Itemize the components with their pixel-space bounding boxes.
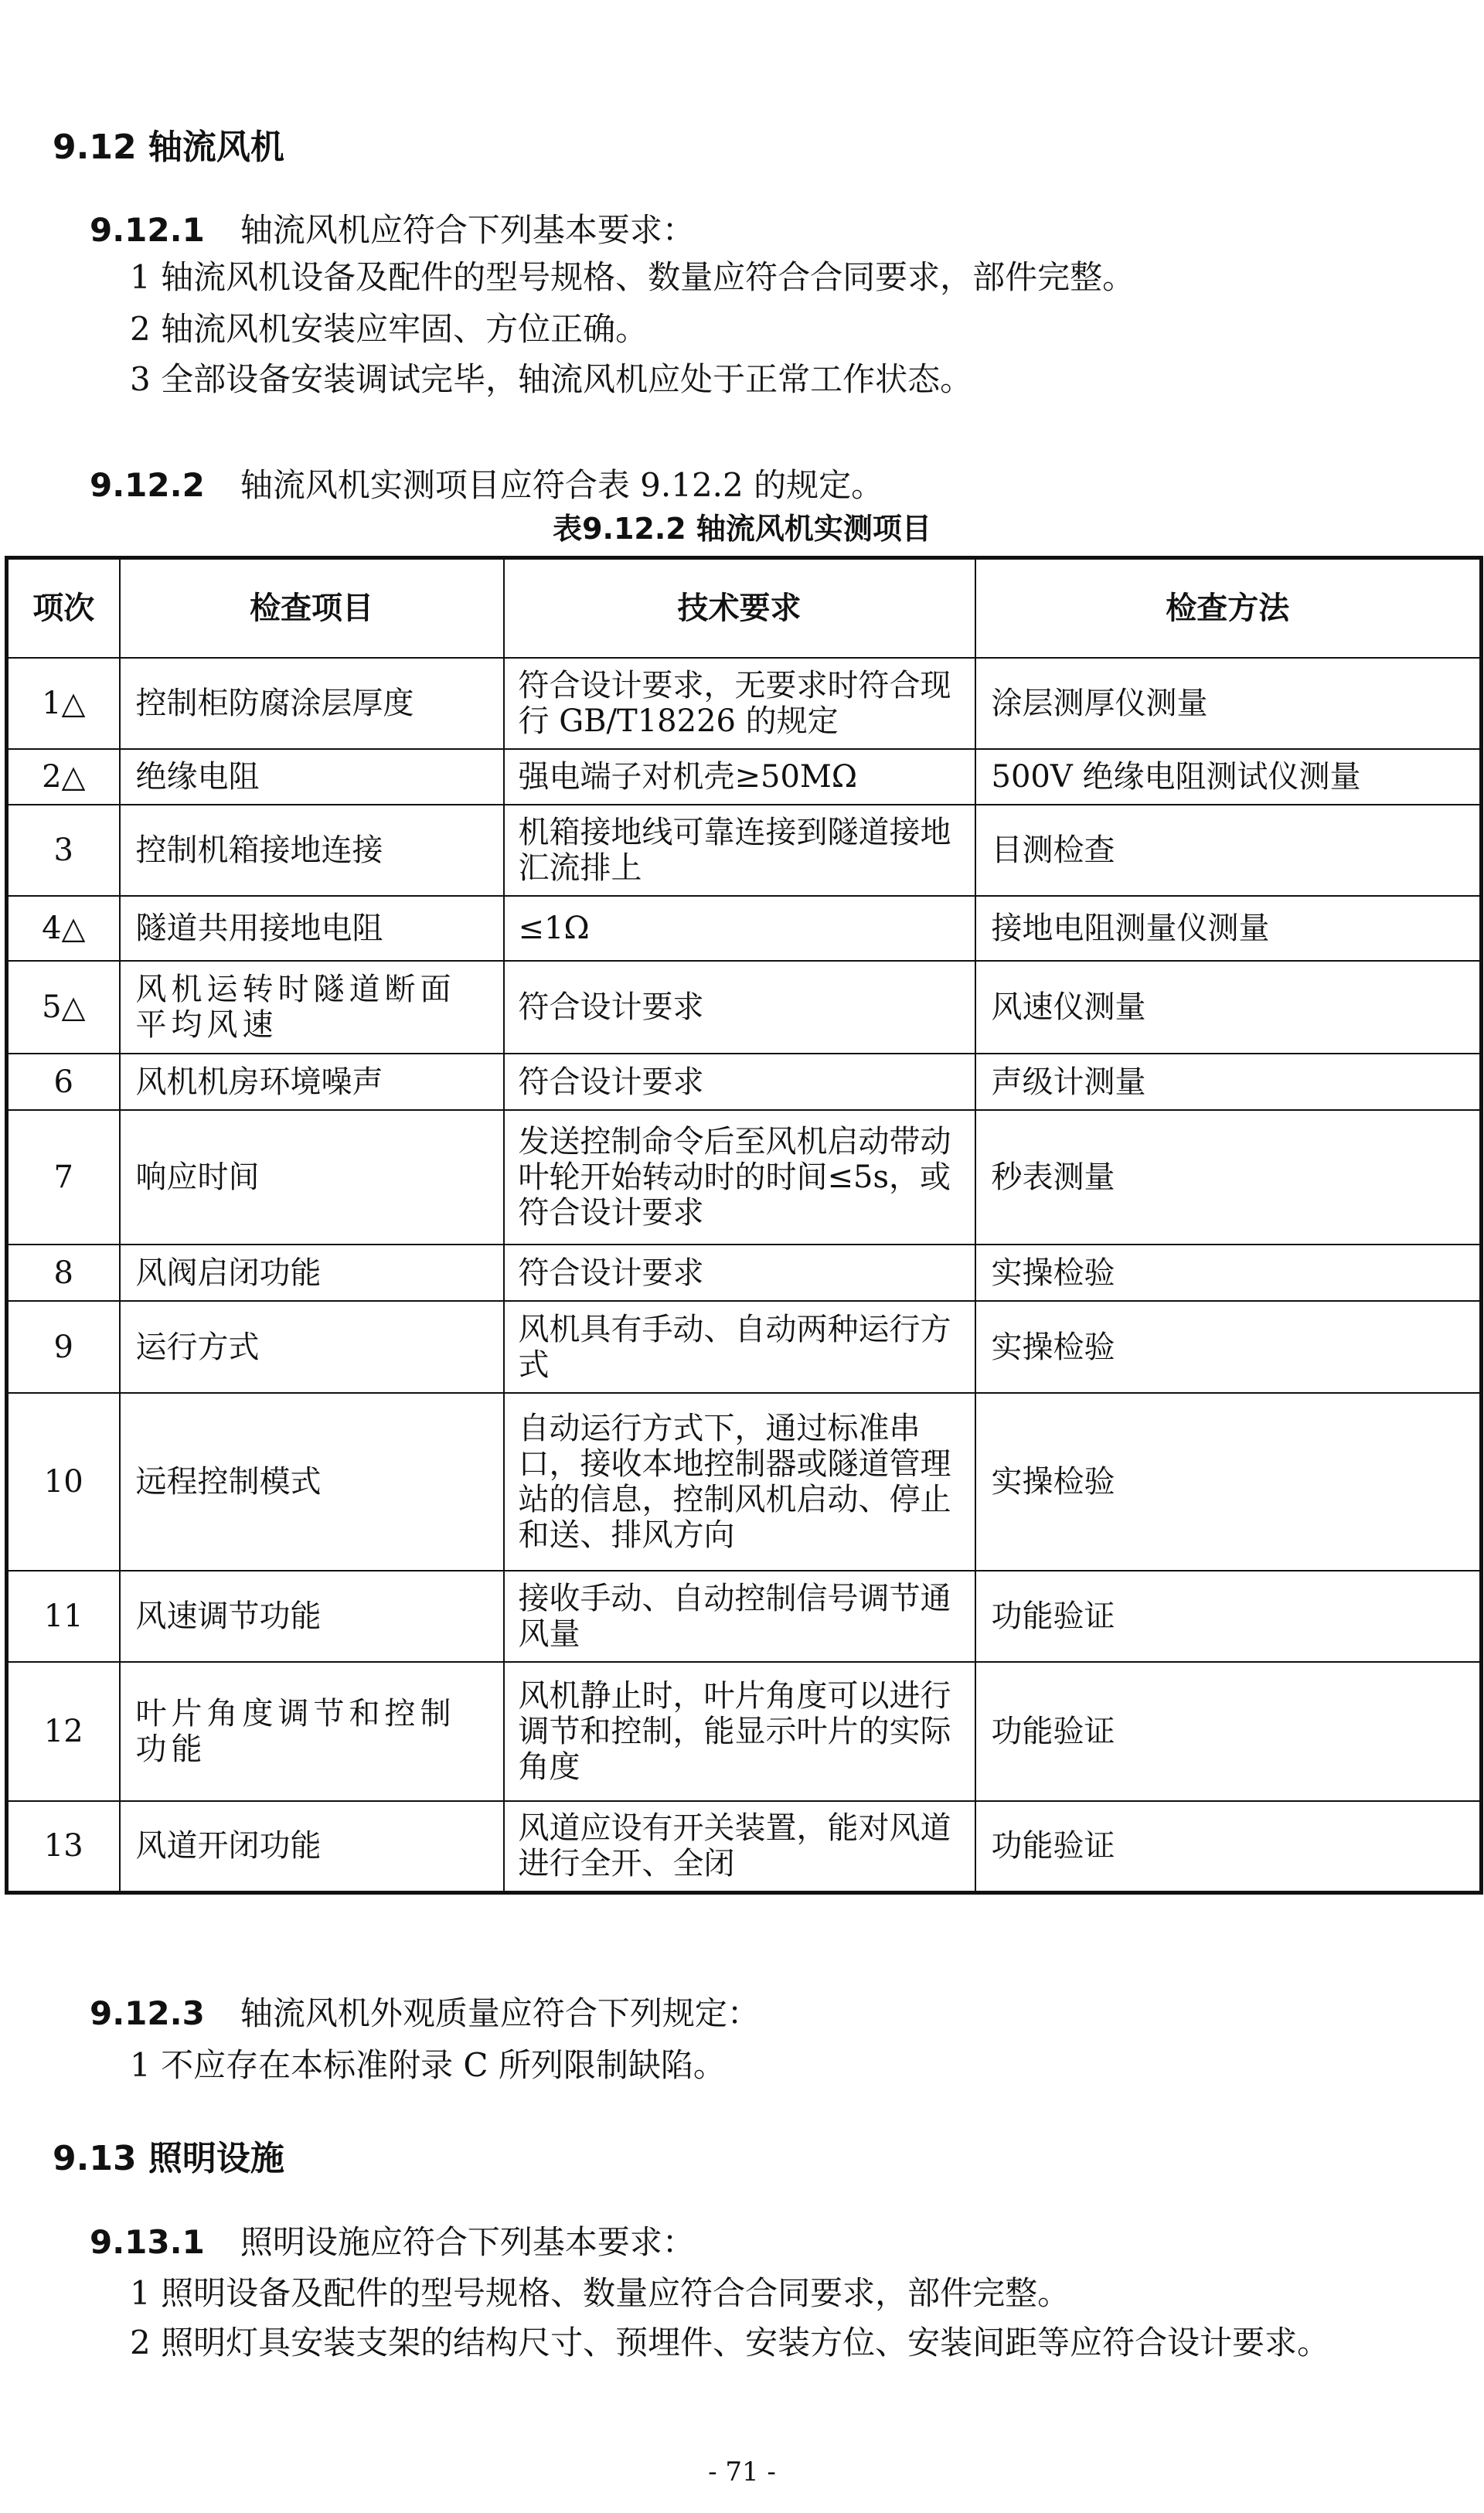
cell-item: 风机机房环境噪声 <box>120 1054 504 1110</box>
cell-requirement: 符合设计要求 <box>504 1054 975 1110</box>
table-row <box>7 1571 1482 1662</box>
table-row <box>7 1054 1482 1110</box>
table-caption: 表9.12.2 轴流风机实测项目 <box>553 512 931 546</box>
clause-9-12-1-item-3: 3 全部设备安装调试完毕，轴流风机应处于正常工作状态。 <box>130 360 973 398</box>
clause-9-12-1 <box>90 209 695 252</box>
cell-method: 实操检验 <box>975 1393 1482 1571</box>
clause-9-12-1-item-2: 2 轴流风机安装应牢固、方位正确。 <box>130 310 648 348</box>
clause-number: 9.12.2 <box>90 466 205 504</box>
clause-9-13-1-item-2: 2 照明灯具安装支架的结构尺寸、预埋件、安装方位、安装间距等应符合设计要求。 <box>130 2324 1330 2361</box>
cell-item: 运行方式 <box>120 1301 504 1393</box>
clause-number: 9.13.1 <box>90 2223 205 2261</box>
section-heading-9-12: 9.12 轴流风机 <box>53 128 284 167</box>
cell-method: 目测检查 <box>975 805 1482 896</box>
cell-no: 9 <box>7 1301 120 1393</box>
cell-method: 功能验证 <box>975 1571 1482 1662</box>
table-row <box>7 896 1482 961</box>
clause-text: 轴流风机实测项目应符合表 9.12.2 的规定。 <box>240 466 884 504</box>
cell-requirement: 机箱接地线可靠连接到隧道接地汇流排上 <box>504 805 975 896</box>
cell-requirement: 风道应设有开关装置，能对风道进行全开、全闭 <box>504 1801 975 1892</box>
cell-no: 1△ <box>7 658 120 749</box>
clause-9-12-3-item-1: 1 不应存在本标准附录 C 所列限制缺陷。 <box>130 2046 726 2084</box>
cell-item: 风机运转时隧道断面平均风速 <box>120 961 504 1054</box>
cell-requirement: 接收手动、自动控制信号调节通风量 <box>504 1571 975 1662</box>
table-header-row <box>7 558 1482 659</box>
cell-no: 6 <box>7 1054 120 1110</box>
cell-item: 隧道共用接地电阻 <box>120 896 504 961</box>
table-row <box>7 1801 1482 1892</box>
cell-method: 实操检验 <box>975 1301 1482 1393</box>
header-no: 项次 <box>7 558 120 659</box>
cell-item: 叶片角度调节和控制功能 <box>120 1662 504 1801</box>
cell-requirement: 自动运行方式下，通过标准串口，接收本地控制器或隧道管理站的信息，控制风机启动、停止和送、排风方向 <box>504 1393 975 1571</box>
cell-requirement: 符合设计要求 <box>504 961 975 1054</box>
cell-method: 涂层测厚仪测量 <box>975 658 1482 749</box>
cell-no: 3 <box>7 805 120 896</box>
header-requirement: 技术要求 <box>504 558 975 659</box>
cell-method: 实操检验 <box>975 1245 1482 1301</box>
cell-method: 功能验证 <box>975 1662 1482 1801</box>
clause-text: 轴流风机应符合下列基本要求： <box>240 211 695 249</box>
cell-item: 风速调节功能 <box>120 1571 504 1662</box>
cell-method: 接地电阻测量仪测量 <box>975 896 1482 961</box>
table-row <box>7 1393 1482 1571</box>
cell-item: 风阀启闭功能 <box>120 1245 504 1301</box>
header-method: 检查方法 <box>975 558 1482 659</box>
section-heading-9-13: 9.13 照明设施 <box>53 2139 284 2178</box>
cell-item: 控制机箱接地连接 <box>120 805 504 896</box>
clause-9-13-1 <box>90 2221 695 2264</box>
cell-item: 绝缘电阻 <box>120 749 504 805</box>
clause-9-12-3 <box>90 1992 760 2035</box>
table-row <box>7 749 1482 805</box>
cell-method: 500V 绝缘电阻测试仪测量 <box>975 749 1482 805</box>
clause-text: 照明设施应符合下列基本要求： <box>240 2223 695 2261</box>
cell-requirement: 强电端子对机壳≥50MΩ <box>504 749 975 805</box>
table-row <box>7 1301 1482 1393</box>
clause-number: 9.12.3 <box>90 1994 205 2032</box>
cell-item: 远程控制模式 <box>120 1393 504 1571</box>
cell-no: 5△ <box>7 961 120 1054</box>
cell-requirement: ≤1Ω <box>504 896 975 961</box>
cell-no: 8 <box>7 1245 120 1301</box>
cell-no: 12 <box>7 1662 120 1801</box>
clause-9-13-1-item-1: 1 照明设备及配件的型号规格、数量应符合合同要求，部件完整。 <box>130 2274 1070 2312</box>
header-item: 检查项目 <box>120 558 504 659</box>
cell-no: 4△ <box>7 896 120 961</box>
cell-requirement: 风机具有手动、自动两种运行方式 <box>504 1301 975 1393</box>
table-row <box>7 961 1482 1054</box>
cell-item: 响应时间 <box>120 1110 504 1245</box>
cell-method: 功能验证 <box>975 1801 1482 1892</box>
cell-method: 声级计测量 <box>975 1054 1482 1110</box>
clause-9-12-2 <box>90 464 883 507</box>
page-number: - 71 - <box>708 2457 776 2487</box>
table-row <box>7 1245 1482 1301</box>
table-row <box>7 658 1482 749</box>
cell-no: 11 <box>7 1571 120 1662</box>
clause-text: 轴流风机外观质量应符合下列规定： <box>240 1994 760 2032</box>
cell-item: 控制柜防腐涂层厚度 <box>120 658 504 749</box>
cell-no: 13 <box>7 1801 120 1892</box>
table-row <box>7 1110 1482 1245</box>
cell-item: 风道开闭功能 <box>120 1801 504 1892</box>
cell-no: 2△ <box>7 749 120 805</box>
inspection-table <box>5 556 1483 1895</box>
cell-no: 10 <box>7 1393 120 1571</box>
cell-method: 秒表测量 <box>975 1110 1482 1245</box>
clause-9-12-1-item-1: 1 轴流风机设备及配件的型号规格、数量应符合合同要求，部件完整。 <box>130 258 1135 296</box>
cell-requirement: 符合设计要求，无要求时符合现行 GB/T18226 的规定 <box>504 658 975 749</box>
cell-requirement: 发送控制命令后至风机启动带动叶轮开始转动时的时间≤5s，或符合设计要求 <box>504 1110 975 1245</box>
table-row <box>7 1662 1482 1801</box>
table-row <box>7 805 1482 896</box>
cell-method: 风速仪测量 <box>975 961 1482 1054</box>
clause-number: 9.12.1 <box>90 211 205 249</box>
cell-requirement: 风机静止时，叶片角度可以进行调节和控制，能显示叶片的实际角度 <box>504 1662 975 1801</box>
cell-requirement: 符合设计要求 <box>504 1245 975 1301</box>
cell-no: 7 <box>7 1110 120 1245</box>
